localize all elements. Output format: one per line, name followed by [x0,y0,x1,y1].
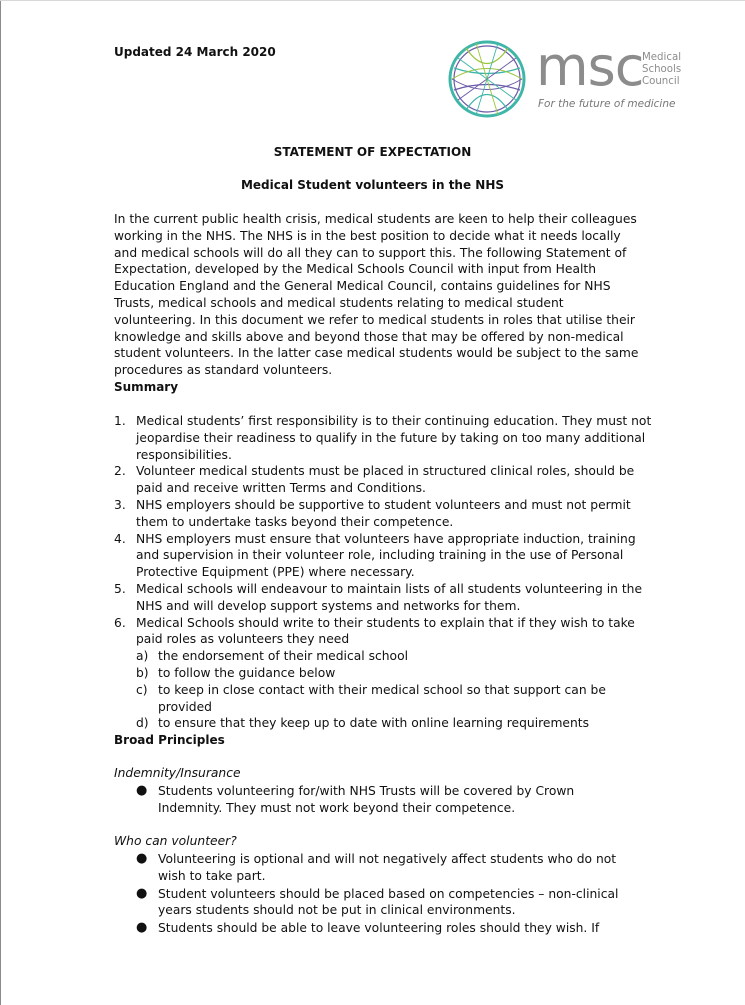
msc-line-council: Council [642,75,680,87]
subitem-letter: c) [136,682,148,697]
bullet-icon: ● [136,885,148,901]
summary-item [114,463,654,497]
bullet-text: Students should be able to leave volunteering roles should they wish. If [158,921,600,936]
summary-item-number: 3. [114,497,126,512]
indemnity-list [136,783,636,818]
summary-item-text: Volunteer medical students must be placed in structured clinical roles, should be paid and receive written Terms and Conditions. [136,464,635,496]
summary-item-text: NHS employers must ensure that volunteers have appropriate induction, training and supervision in their volunteer role, including training in the use of Personal Protective Equipment (PPE) where necessary. [136,531,636,580]
subitem-letter: a) [136,649,149,664]
summary-item [114,497,654,531]
summary-item-number: 4. [114,531,126,546]
summary-item-text: Medical schools will endeavour to maintain lists of all students volunteering in the NHS and will develop support systems and networks for them. [136,581,643,613]
bullet-item [136,886,636,920]
summary-subitem [136,682,654,716]
bullet-item [136,783,636,817]
msc-line-medical: Medical [642,52,682,63]
summary-item-number: 5. [114,581,126,596]
summary-item-number: 2. [114,464,126,479]
summary-heading: Summary [114,380,179,394]
bullet-text: Student volunteers should be placed based on competencies – non-clinical years students should not be put in clinical environments. [158,886,619,918]
summary-subitem [136,715,654,732]
subitem-text: to ensure that they keep up to date with online learning requirements [158,716,590,731]
subitem-text: to follow the guidance below [158,665,336,680]
summary-sublist [136,648,654,732]
intro-paragraph: In the current public health crisis, medical students are keen to help their colleagues working in the NHS. The NHS is in the best position to decide what it needs locally and medical schools will do all they can to support this. The following Statement of Expectation, developed by the Medical Schools Council with input from Health Education England and the General Medical Council, contains guidelines for NHS Trusts, medical schools and medical students relating to medical student volunteering. In this document we refer to medical students in roles that utilise their knowledge and skills above and beyond those that may be offered by non-medical student volunteers. In the latter case medical students would be subject to the same procedures as standard volunteers. [114,212,639,378]
who-can-volunteer-heading: Who can volunteer? [114,834,237,848]
bullet-text: Students volunteering for/with NHS Trusts will be covered by Crown Indemnity. They must not work beyond their competence. [158,784,575,815]
broad-principles-heading: Broad Principles [114,733,225,747]
summary-item [114,413,654,463]
bullet-text: Volunteering is optional and will not negatively affect students who do not wish to take part. [158,852,617,883]
bullet-item [136,920,636,937]
subitem-text: to keep in close contact with their medical school so that support can be provided [158,682,606,714]
msc-logo [446,35,706,118]
summary-item [114,531,654,581]
indemnity-heading: Indemnity/Insurance [114,766,241,780]
summary-item-text: Medical Schools should write to their students to explain that if they wish to take paid roles as volunteers they need [136,615,635,647]
summary-item-text: NHS employers should be supportive to student volunteers and must not permit them to undertake tasks beyond their competence. [136,497,631,529]
page-top-edge [0,0,745,1]
bullet-item [136,851,636,885]
summary-subitem [136,648,654,665]
msc-subtitle [642,52,681,87]
summary-item-number: 1. [114,414,126,428]
bullet-icon: ● [136,920,148,936]
bullet-icon: ● [136,783,148,798]
msc-tagline: For the future of medicine [538,98,676,110]
summary-item-number: 6. [114,615,126,630]
subitem-letter: b) [136,665,149,680]
subitem-text: the endorsement of their medical school [158,649,409,664]
msc-line-schools: Schools [642,63,682,75]
subitem-letter: d) [136,716,149,731]
who-can-volunteer-list [136,851,636,938]
summary-item [114,581,654,615]
msc-emblem-icon [446,38,532,124]
document-subtitle: Medical Student volunteers in the NHS [240,178,505,192]
summary-list [114,413,654,732]
bullet-icon: ● [136,851,148,866]
updated-date: Updated 24 March 2020 [114,45,276,59]
summary-subitem [136,665,654,682]
document-title: STATEMENT OF EXPECTATION [273,145,472,159]
summary-item-text: Medical students’ first responsibility is to their continuing education. They must not jeopardise their readiness to qualify in the future by taking on too many additional responsibilities. [136,414,652,462]
msc-wordmark: msc [536,35,644,98]
summary-item [114,615,654,733]
